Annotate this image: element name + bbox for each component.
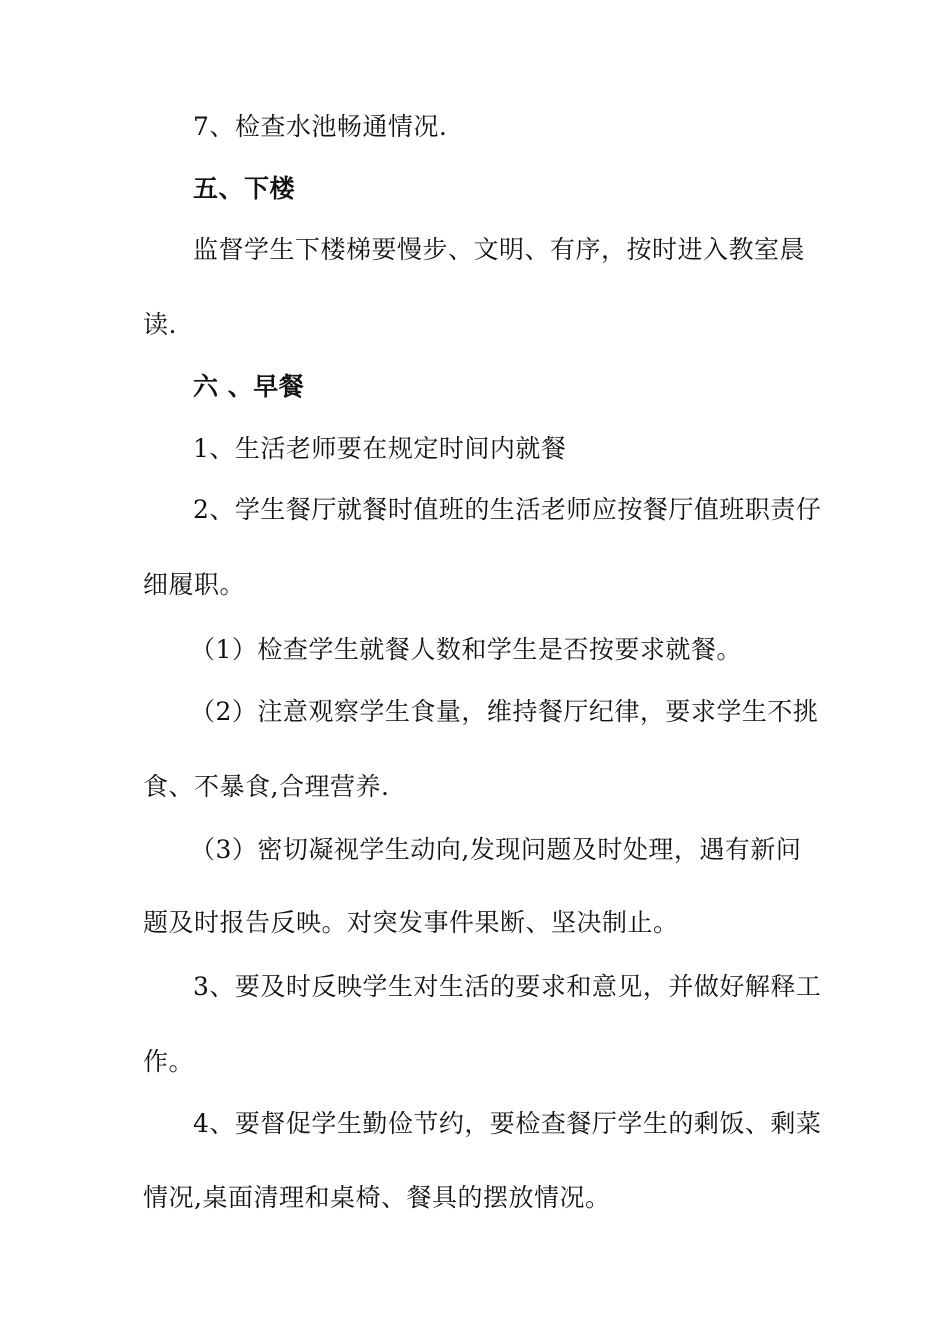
list-item-4: 4、要督促学生勤俭节约，要检查餐厅学生的剩饭、剩菜 bbox=[193, 1109, 822, 1138]
sub-item-2: （2）注意观察学生食量，维持餐厅纪律，要求学生不挑 bbox=[190, 697, 819, 726]
list-item-1: 1、生活老师要在规定时间内就餐 bbox=[193, 434, 567, 463]
section-heading-5: 五、下楼 bbox=[193, 174, 296, 203]
list-item-2: 2、学生餐厅就餐时值班的生活老师应按餐厅值班职责仔 bbox=[193, 495, 822, 524]
paragraph-line: 作。 bbox=[143, 1047, 195, 1076]
sub-item-1: （1）检查学生就餐人数和学生是否按要求就餐。 bbox=[190, 635, 742, 664]
paragraph-line: 读. bbox=[143, 310, 177, 339]
paragraph-line: 食、不暴食,合理营养. bbox=[143, 772, 390, 801]
list-item-3: 3、要及时反映学生对生活的要求和意见，并做好解释工 bbox=[193, 972, 822, 1001]
paragraph-line: 监督学生下楼梯要慢步、文明、有序，按时进入教室晨 bbox=[193, 235, 806, 264]
paragraph-line: 情况,桌面清理和桌椅、餐具的摆放情况。 bbox=[143, 1183, 611, 1212]
sub-item-3: （3）密切凝视学生动向,发现问题及时处理，遇有新问 bbox=[190, 835, 802, 864]
section-heading-6: 六 、早餐 bbox=[193, 372, 305, 401]
paragraph-line: 细履职。 bbox=[143, 570, 246, 599]
item-7-check-sink: 7、检查水池畅通情况. bbox=[193, 112, 448, 141]
paragraph-line: 题及时报告反映。对突发事件果断、坚决制止。 bbox=[143, 908, 679, 937]
